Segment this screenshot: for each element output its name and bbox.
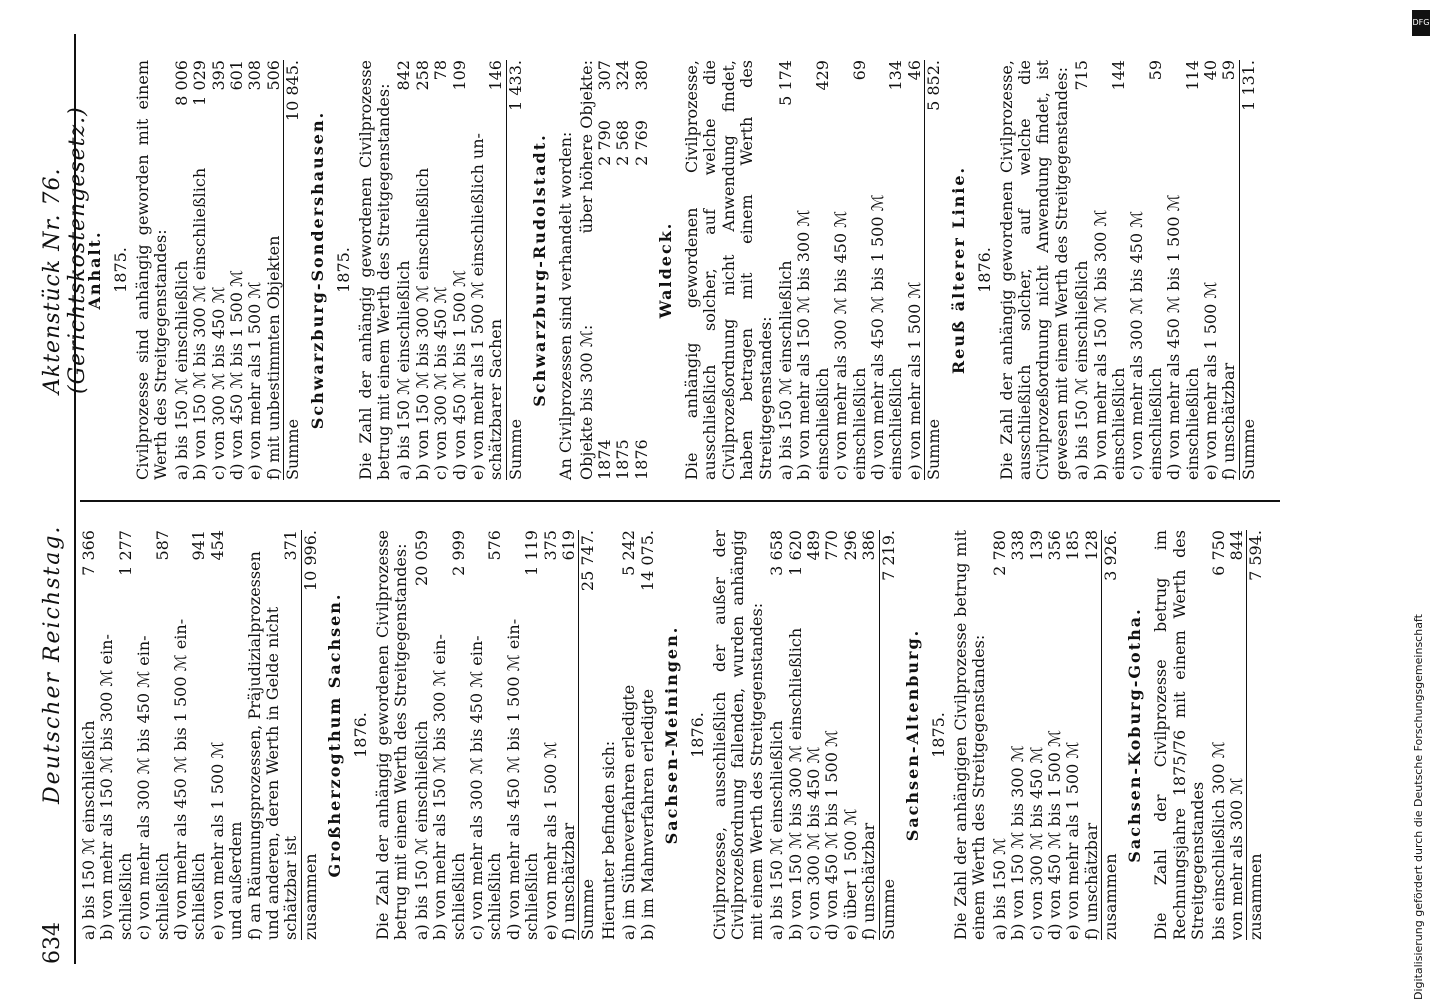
sachsen-row (505, 530, 523, 940)
row-value: 10 845. (283, 60, 303, 122)
row-value: 601 (226, 60, 246, 91)
row-value: 489 (803, 530, 823, 561)
reuss-row (1092, 60, 1110, 480)
row-label: d) von mehr als 450 ℳ bis 1 500 ℳ (868, 194, 888, 480)
rudolstadt-value-b: 380 (631, 60, 651, 91)
row-label: bis einschließlich 300 ℳ (1208, 741, 1228, 940)
rudolstadt-value-a: 2 769 (631, 120, 651, 166)
sachsen-total-row (578, 530, 597, 940)
coburg-row (1210, 530, 1228, 940)
row-value: 128 (1081, 530, 1101, 561)
meiningen-heading: Sachsen-Meiningen. (661, 625, 681, 845)
waldeck-row (832, 60, 850, 480)
anhalt-row (228, 60, 246, 480)
meiningen-row (823, 530, 841, 940)
row-value: 2 999 (448, 530, 468, 576)
waldeck-intro: Die anhängig gewordenen Civilprozesse, ausschließlich solcher, auf welche die Civilprozeßordnung nicht Anwendung findet, haben betragen mit einem Werth des Streitgegenstandes: (682, 60, 775, 480)
row-label: einschließlich (849, 367, 869, 480)
row-label: e) von mehr als 1 500 ℳ (540, 741, 560, 940)
row-label: b) von mehr als 150 ℳ bis 300 ℳ (1090, 209, 1110, 480)
row-value: 386 (859, 530, 879, 561)
rudolstadt-value-a: 2 790 (594, 120, 614, 166)
row-label: c) von mehr als 300 ℳ bis 450 ℳ ein- (134, 635, 154, 940)
meiningen-total-row (879, 530, 898, 940)
anhalt-heading: Anhalt. (85, 230, 104, 310)
rudolstadt-intro: An Civilprozessen sind verhandelt worden: (556, 131, 576, 480)
sachsen-year: 1876. (351, 712, 371, 758)
row-value: 10 996. (300, 530, 320, 592)
row-label: einschließlich (886, 367, 906, 480)
sachsen-sub-row (639, 530, 657, 940)
row-label: f) unschätzbar (859, 822, 879, 940)
row-value: 185 (1063, 530, 1083, 561)
waldeck-row (851, 60, 869, 480)
meiningen-row (860, 530, 878, 940)
row-value: 715 (1072, 60, 1092, 91)
row-value: 619 (559, 530, 579, 561)
row-label: b) von 150 ℳ bis 300 ℳ (1008, 745, 1028, 940)
row-label: f) mit unbestimmten Objekten (263, 235, 283, 480)
waldeck-heading: Waldeck. (656, 221, 676, 319)
row-label: einschließlich (1109, 367, 1129, 480)
row-label: Summe (1238, 418, 1258, 480)
row-label: c) von 300 ℳ bis 450 ℳ (803, 746, 823, 940)
row-value: 144 (1109, 60, 1129, 91)
row-label: d) von mehr als 450 ℳ bis 1 500 ℳ ein- (170, 618, 190, 940)
row-label: e) von mehr als 1 500 ℳ (207, 741, 227, 940)
waldeck-row (869, 60, 887, 480)
sachsen-row (523, 530, 541, 940)
rudolstadt-value-a: 2 568 (613, 120, 633, 166)
row-label: einschließlich (812, 367, 832, 480)
sondershausen-year: 1875. (333, 247, 353, 293)
altenburg-row (1064, 530, 1082, 940)
dfg-logo: DFG (1412, 10, 1430, 36)
reuss-row (1165, 60, 1183, 480)
waldeck-row (814, 60, 832, 480)
rudolstadt-col-a-header: Objekte bis 300 ℳ: (576, 324, 596, 480)
sondershausen-row (451, 60, 469, 480)
row-value: 59 (1145, 60, 1165, 81)
rudolstadt-row (633, 60, 651, 480)
reuss-row (1147, 60, 1165, 480)
anhalt-row (191, 60, 209, 480)
row-value: 46 (904, 60, 924, 81)
row-label: von mehr als 300 ℳ (1227, 777, 1247, 940)
prev-row (80, 530, 98, 940)
sondershausen-row (414, 60, 432, 480)
coburg-intro: Die Zahl der Civilprozesse betrug im Rechnungsjahre 1875/76 mit einem Werth des Streitgegenstandes (1151, 530, 1208, 940)
prev-row (135, 530, 153, 940)
row-label: schätzbarer Sachen (486, 318, 506, 480)
row-value: 2 780 (989, 530, 1009, 576)
row-label: c) von 300 ℳ bis 450 ℳ (431, 286, 451, 480)
sachsen-row (560, 530, 578, 940)
row-value: 395 (208, 60, 228, 91)
sondershausen-row (395, 60, 413, 480)
sondershausen-intro: Die Zahl der anhängig gewordenen Civilprozesse betrug mit einem Werth des Streitgegenstandes: (355, 60, 393, 480)
row-label: d) von mehr als 450 ℳ bis 1 500 ℳ ein- (503, 618, 523, 940)
row-value: 308 (245, 60, 265, 91)
row-label: zusammen (1246, 853, 1266, 940)
row-label: schließlich (485, 852, 505, 940)
row-value: 5 174 (776, 60, 796, 106)
sondershausen-row (469, 60, 487, 480)
row-label: a) bis 150 ℳ einschließlich (79, 720, 98, 940)
coburg-heading: Sachsen-Koburg-Gotha. (1125, 607, 1145, 863)
waldeck-row (777, 60, 795, 480)
altenburg-row (1028, 530, 1046, 940)
rudolstadt-year: 1874 (594, 439, 614, 480)
sachsen-row (431, 530, 449, 940)
altenburg-year: 1875. (928, 712, 948, 758)
altenburg-row (1009, 530, 1027, 940)
row-value: 109 (449, 60, 469, 91)
row-value: 1 620 (785, 530, 805, 576)
row-value: 258 (412, 60, 432, 91)
row-label: d) von 450 ℳ bis 1 500 ℳ (226, 269, 246, 480)
dfg-credit: Digitalisierung gefördert durch die Deutsche Forschungsgemeinschaft (1412, 614, 1425, 1000)
reuss-intro: Die Zahl der anhängig gewordenen Civilprozesse, ausschließlich solcher, auf welche die Civilprozeßordnung nicht Anwendung findet, ist gewesen mit einem Werth des Streitgegenstandes: (996, 60, 1071, 480)
row-label: d) von 450 ℳ bis 1 500 ℳ (822, 729, 842, 940)
right-column (80, 60, 1258, 480)
reuss-row (1128, 60, 1146, 480)
rudolstadt-row (596, 60, 614, 480)
row-value: 506 (263, 60, 283, 91)
rudolstadt-col-b-header: über höhere Objekte: (576, 60, 596, 234)
prev-row (227, 530, 245, 940)
row-label: d) von 450 ℳ bis 1 500 ℳ (449, 269, 469, 480)
row-value: 454 (207, 530, 227, 561)
row-label: schließlich (448, 852, 468, 940)
prev-row (190, 530, 208, 940)
row-value: 429 (812, 60, 832, 91)
prev-row (246, 530, 264, 940)
left-column (80, 530, 1266, 940)
row-label: b) von 150 ℳ bis 300 ℳ einschließlich (412, 167, 432, 480)
attachment-title: Aktenstück Nr. 76. (Gerichtskostengesetz.) (40, 106, 90, 394)
row-label: schließlich (522, 852, 542, 940)
sachsen-sub-row (620, 530, 638, 940)
row-label: und außerdem (226, 821, 246, 940)
rudolstadt-year: 1876 (631, 439, 651, 480)
prev-row (264, 530, 282, 940)
altenburg-row (1083, 530, 1101, 940)
row-label: c) von mehr als 300 ℳ bis 450 ℳ (831, 210, 851, 480)
row-label: f) an Räumungsprozessen, Präjudizialprozessen (244, 551, 264, 940)
altenburg-heading: Sachsen-Altenburg. (902, 628, 922, 842)
sachsen-row (542, 530, 560, 940)
row-value: 296 (840, 530, 860, 561)
sachsen-row (450, 530, 468, 940)
anhalt-row (246, 60, 264, 480)
reuss-total-row (1239, 60, 1258, 480)
sachsen-heading: Großherzogthum Sachsen. (325, 592, 345, 878)
row-value: 587 (152, 530, 172, 561)
row-value: 146 (486, 60, 506, 91)
row-label: b) von mehr als 150 ℳ bis 300 ℳ ein- (430, 634, 450, 940)
row-value: 842 (394, 60, 414, 91)
row-label: Summe (283, 418, 303, 480)
altenburg-row (1046, 530, 1064, 940)
reuss-row (1220, 60, 1238, 480)
sondershausen-row (432, 60, 450, 480)
altenburg-intro: Die Zahl der anhängigen Civilprozesse betrug mit einem Werth des Streitgegenstandes: (950, 530, 989, 940)
row-label: einschließlich (1182, 367, 1202, 480)
row-value: 78 (431, 60, 451, 81)
row-label: d) von mehr als 450 ℳ bis 1 500 ℳ (1164, 194, 1184, 480)
row-label: e) von mehr als 1 500 ℳ einschließlich un- (467, 133, 487, 480)
row-label: f) unschätzbar (1219, 362, 1239, 480)
row-value: 114 (1182, 60, 1202, 91)
row-value: 1 433. (505, 60, 525, 111)
sondershausen-total-row (506, 60, 525, 480)
row-label: b) von mehr als 150 ℳ bis 300 ℳ ein- (97, 634, 117, 940)
prev-row (117, 530, 135, 940)
rudolstadt-value-b: 307 (594, 60, 614, 91)
row-value: 576 (485, 530, 505, 561)
row-value: 5 852. (924, 60, 944, 111)
row-value: 59 (1219, 60, 1239, 81)
row-value: 338 (1008, 530, 1028, 561)
dfg-sidebar (1412, 10, 1430, 1000)
row-value: 20 059 (411, 530, 431, 586)
page-number: 634 (40, 922, 65, 964)
row-label: a) bis 150 ℳ einschließlich (171, 260, 191, 480)
row-label: a) bis 150 ℳ einschließlich (1072, 260, 1092, 480)
row-value: 40 (1200, 60, 1220, 81)
row-label: a) bis 150 ℳ einschließlich (776, 260, 796, 480)
row-label: Summe (878, 878, 898, 940)
row-label: c) von mehr als 300 ℳ bis 450 ℳ ein- (467, 635, 487, 940)
row-value: 375 (540, 530, 560, 561)
row-label: e) über 1 500 ℳ (840, 808, 860, 940)
sachsen-row (413, 530, 431, 940)
row-value: 356 (1044, 530, 1064, 561)
row-label: c) von 300 ℳ bis 450 ℳ (208, 286, 228, 480)
altenburg-row (991, 530, 1009, 940)
row-value: 770 (822, 530, 842, 561)
row-value: 8 006 (171, 60, 191, 106)
prev-row (209, 530, 227, 940)
page-title: Deutscher Reichstag. (40, 524, 65, 804)
row-label: schließlich (152, 852, 172, 940)
row-label: e) von mehr als 1 500 ℳ (1063, 741, 1083, 940)
row-value: 3 658 (767, 530, 787, 576)
waldeck-row (887, 60, 905, 480)
row-value: 941 (189, 530, 209, 561)
prev-row (98, 530, 116, 940)
prev-row (282, 530, 300, 940)
row-value: 7 594. (1246, 530, 1266, 581)
row-label: schließlich (115, 852, 135, 940)
anhalt-year: 1875. (111, 247, 130, 293)
anhalt-row (173, 60, 191, 480)
row-value: 7 366 (79, 530, 98, 576)
row-label: und anderen, deren Werth in Gelde nicht (262, 606, 282, 940)
meiningen-intro: Civilprozesse, ausschließlich der außer der Civilprozeßordnung fallenden, wurden anhängig mit einem Werth des Streitgegenstandes: (709, 530, 766, 940)
reuss-year: 1876. (974, 247, 994, 293)
row-label: Summe (578, 878, 598, 940)
row-value: 25 747. (578, 530, 598, 592)
row-value: 1 119 (522, 530, 542, 576)
row-label: d) von 450 ℳ bis 1 500 ℳ (1044, 729, 1064, 940)
meiningen-row (768, 530, 786, 940)
row-label: f) unschätzbar (559, 822, 579, 940)
meiningen-row (787, 530, 805, 940)
row-value: 6 750 (1208, 530, 1228, 576)
row-value: 14 075. (637, 530, 657, 592)
row-label: zusammen (1101, 853, 1121, 940)
waldeck-total-row (924, 60, 943, 480)
coburg-total-row (1246, 530, 1265, 940)
coburg-row (1228, 530, 1246, 940)
row-value: 139 (1026, 530, 1046, 561)
row-label: einschließlich (1145, 367, 1165, 480)
waldeck-row (906, 60, 924, 480)
waldeck-row (795, 60, 813, 480)
row-label: a) bis 150 ℳ einschließlich (411, 720, 431, 940)
row-label: b) im Mahnverfahren erledigte (637, 688, 657, 940)
rudolstadt-header-row (578, 60, 596, 480)
row-label: a) im Sühneverfahren erledigte (619, 684, 639, 940)
sachsen-row (486, 530, 504, 940)
row-label: c) von 300 ℳ bis 450 ℳ (1026, 746, 1046, 940)
rudolstadt-year: 1875 (613, 439, 633, 480)
reuss-row (1073, 60, 1091, 480)
anhalt-row (210, 60, 228, 480)
row-value: 7 219. (878, 530, 898, 581)
row-label: zusammen (300, 853, 320, 940)
row-label: schließlich (189, 852, 209, 940)
row-value: 371 (281, 530, 301, 561)
rudolstadt-value-b: 324 (613, 60, 633, 91)
anhalt-row (265, 60, 283, 480)
row-label: e) von mehr als 1 500 ℳ (904, 281, 924, 480)
row-value: 134 (886, 60, 906, 91)
row-label: b) von 150 ℳ bis 300 ℳ einschließlich (785, 627, 805, 940)
prev-total-row (301, 530, 320, 940)
row-label: a) bis 150 ℳ einschließlich (394, 260, 414, 480)
sondershausen-row (487, 60, 505, 480)
column-divider (80, 500, 1280, 502)
prev-row (172, 530, 190, 940)
meiningen-year: 1876. (687, 712, 707, 758)
row-label: a) bis 150 ℳ (989, 837, 1009, 940)
meiningen-row (805, 530, 823, 940)
row-value: 1 131. (1238, 60, 1258, 111)
row-label: b) von 150 ℳ bis 300 ℳ einschließlich (190, 167, 210, 480)
row-label: b) von mehr als 150 ℳ bis 300 ℳ (794, 209, 814, 480)
sachsen-intro: Die Zahl der anhängig gewordenen Civilprozesse betrug mit einem Werth des Streitgegenstandes: (373, 530, 411, 940)
sachsen-row (468, 530, 486, 940)
anhalt-total-row (283, 60, 302, 480)
rudolstadt-row (614, 60, 632, 480)
row-value: 69 (849, 60, 869, 81)
row-label: e) von mehr als 1 500 ℳ (245, 281, 265, 480)
row-label: a) bis 150 ℳ einschließlich (767, 720, 787, 940)
row-value: 1 277 (115, 530, 135, 576)
row-label: f) unschätzbar (1081, 822, 1101, 940)
reuss-heading: Reuß älterer Linie. (948, 165, 968, 375)
meiningen-row (842, 530, 860, 940)
prev-row (154, 530, 172, 940)
reuss-row (1110, 60, 1128, 480)
reuss-row (1184, 60, 1202, 480)
sachsen-sub-intro: Hierunter befinden sich: (598, 740, 618, 940)
sondershausen-heading: Schwarzburg-Sondershausen. (307, 110, 327, 430)
anhalt-intro: Civilprozesse sind anhängig geworden mit einem Werth des Streitgegenstandes: (133, 60, 171, 480)
row-label: Summe (924, 418, 944, 480)
row-label: c) von mehr als 300 ℳ bis 450 ℳ (1127, 210, 1147, 480)
row-label: schätzbar ist (281, 835, 301, 940)
altenburg-total-row (1101, 530, 1120, 940)
row-value: 1 029 (190, 60, 210, 106)
row-label: e) von mehr als 1 500 ℳ (1200, 281, 1220, 480)
row-label: Summe (505, 418, 525, 480)
row-value: 844 (1227, 530, 1247, 561)
rudolstadt-heading: Schwarzburg-Rudolstadt. (530, 133, 550, 407)
row-value: 3 926. (1101, 530, 1121, 581)
row-value: 5 242 (619, 530, 639, 576)
reuss-row (1202, 60, 1220, 480)
